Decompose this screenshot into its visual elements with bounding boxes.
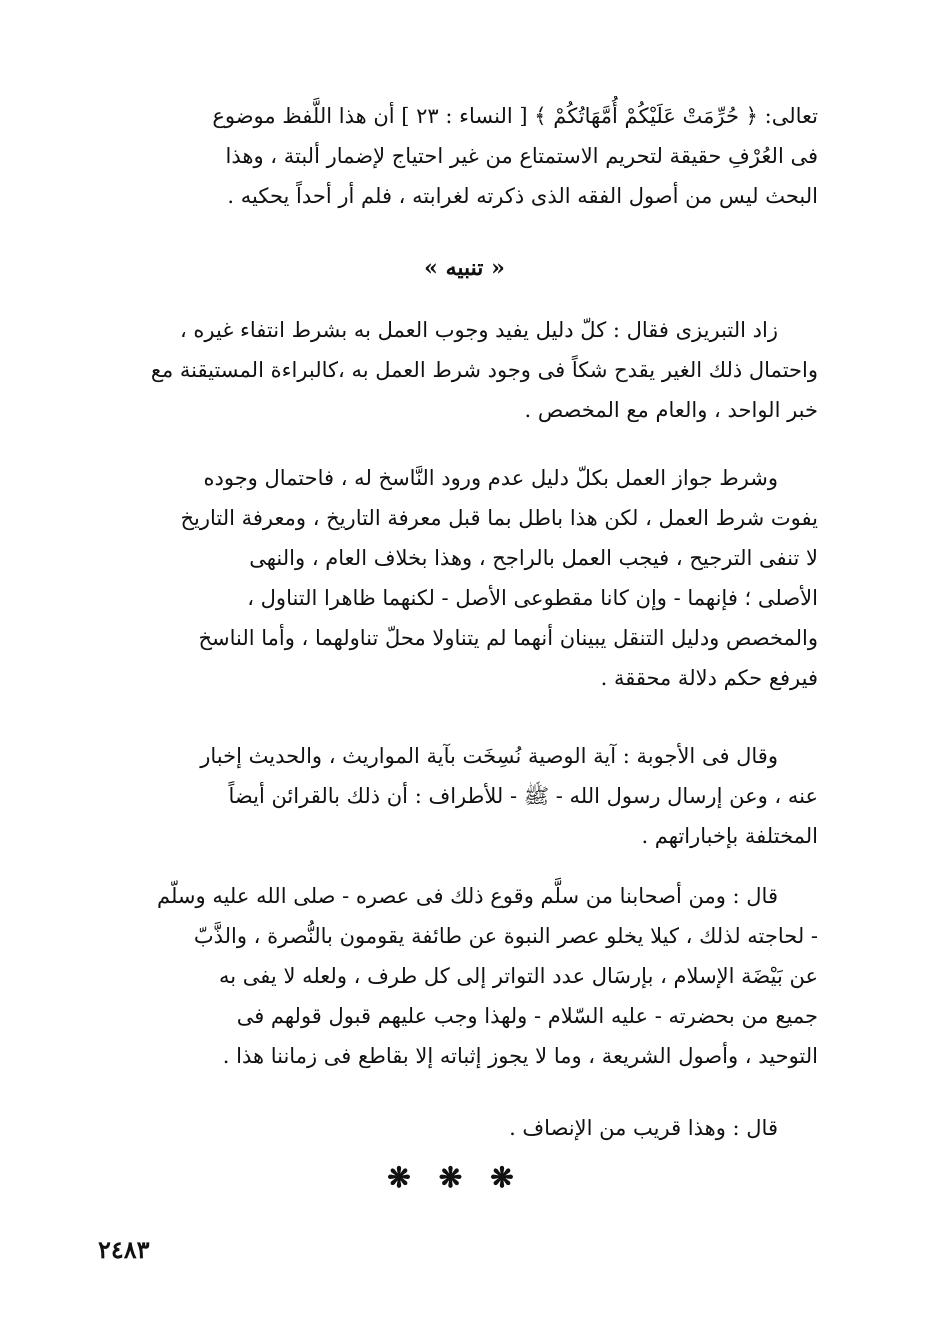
paragraph-5 xyxy=(98,876,818,1076)
paragraph-line: خبر الواحد ، والعام مع المخصص . xyxy=(524,398,818,422)
paragraph-line: جميع من بحضرته - عليه السّلام - ولهذا وجب عليهم قبول قولهم فى xyxy=(236,1004,818,1028)
paragraph-line: وقال فى الأجوبة : آية الوصية نُسِخَت بآية المواريث ، والحديث إخبار xyxy=(200,744,778,768)
paragraph-line: وشرط جواز العمل بكلّ دليل عدم ورود النَّاسخ له ، فاحتمال وجوده xyxy=(203,466,778,490)
paragraph-6 xyxy=(98,1108,818,1148)
paragraph-4 xyxy=(98,736,818,856)
paragraph-line: لا تنفى الترجيح ، فيجب العمل بالراجح ، وهذا بخلاف العام ، والنهى xyxy=(249,546,818,570)
paragraph-line: التوحيد ، وأصول الشريعة ، وما لا يجوز إثباته إلا بقاطع فى زماننا هذا . xyxy=(222,1044,818,1068)
page-number: ٢٤٨٣ xyxy=(98,1235,150,1264)
paragraph-line: فيرفع حكم دلالة محققة . xyxy=(600,666,818,690)
paragraph-1 xyxy=(98,96,818,216)
paragraph-line: واحتمال ذلك الغير يقدح شكاً فى وجود شرط العمل به ،كالبراءة المستيقنة مع xyxy=(150,358,818,382)
paragraph-line: عن بَيْضَة الإسلام ، بإرسَال عدد التواتر إلى كل طرف ، ولعله لا يفى به xyxy=(219,964,818,988)
section-heading: « تنبيه » xyxy=(424,255,505,281)
paragraph-line: - لحاجته لذلك ، كيلا يخلو عصر النبوة عن طائفة يقومون بالنُّصرة ، والذَّبّ xyxy=(193,924,818,948)
paragraph-3 xyxy=(98,458,818,698)
paragraph-line: تعالى: ﴿ حُرِّمَتْ عَلَيْكُمْ أُمَّهَاتُكُمْ ﴾ [ النساء : ٢٣ ] أن هذا اللَّفظ موضوع xyxy=(212,104,818,128)
paragraph-line: فى العُرْفِ حقيقة لتحريم الاستمتاع من غير احتياج لإضمار ألبتة ، وهذا xyxy=(225,144,818,168)
paragraph-2 xyxy=(98,310,818,430)
paragraph-line: والمخصص ودليل التنقل يبينان أنهما لم يتناولا محلّ تناولهما ، وأما الناسخ xyxy=(198,626,818,650)
paragraph-line: قال : وهذا قريب من الإنصاف . xyxy=(509,1116,778,1140)
paragraph-line: المختلفة بإخباراتهم . xyxy=(641,824,818,848)
paragraph-line: البحث ليس من أصول الفقه الذى ذكرته لغرابته ، فلم أر أحداً يحكيه . xyxy=(227,184,818,208)
paragraph-line: يفوت شرط العمل ، لكن هذا باطل بما قبل معرفة التاريخ ، ومعرفة التاريخ xyxy=(180,506,818,530)
paragraph-line: زاد التبريزى فقال : كلّ دليل يفيد وجوب العمل به بشرط انتفاء غيره ، xyxy=(179,318,778,342)
paragraph-line: قال : ومن أصحابنا من سلَّم وقوع ذلك فى عصره - صلى الله عليه وسلّم xyxy=(156,884,778,908)
paragraph-line: الأصلى ؛ فإنهما - وإن كانا مقطوعى الأصل - لكنهما ظاهرا التناول ، xyxy=(247,586,818,610)
paragraph-line: عنه ، وعن إرسال رسول الله - ﷺ - للأطراف : أن ذلك بالقرائن أيضاً xyxy=(228,784,818,808)
section-separator: ❋❋❋ xyxy=(387,1161,542,1194)
